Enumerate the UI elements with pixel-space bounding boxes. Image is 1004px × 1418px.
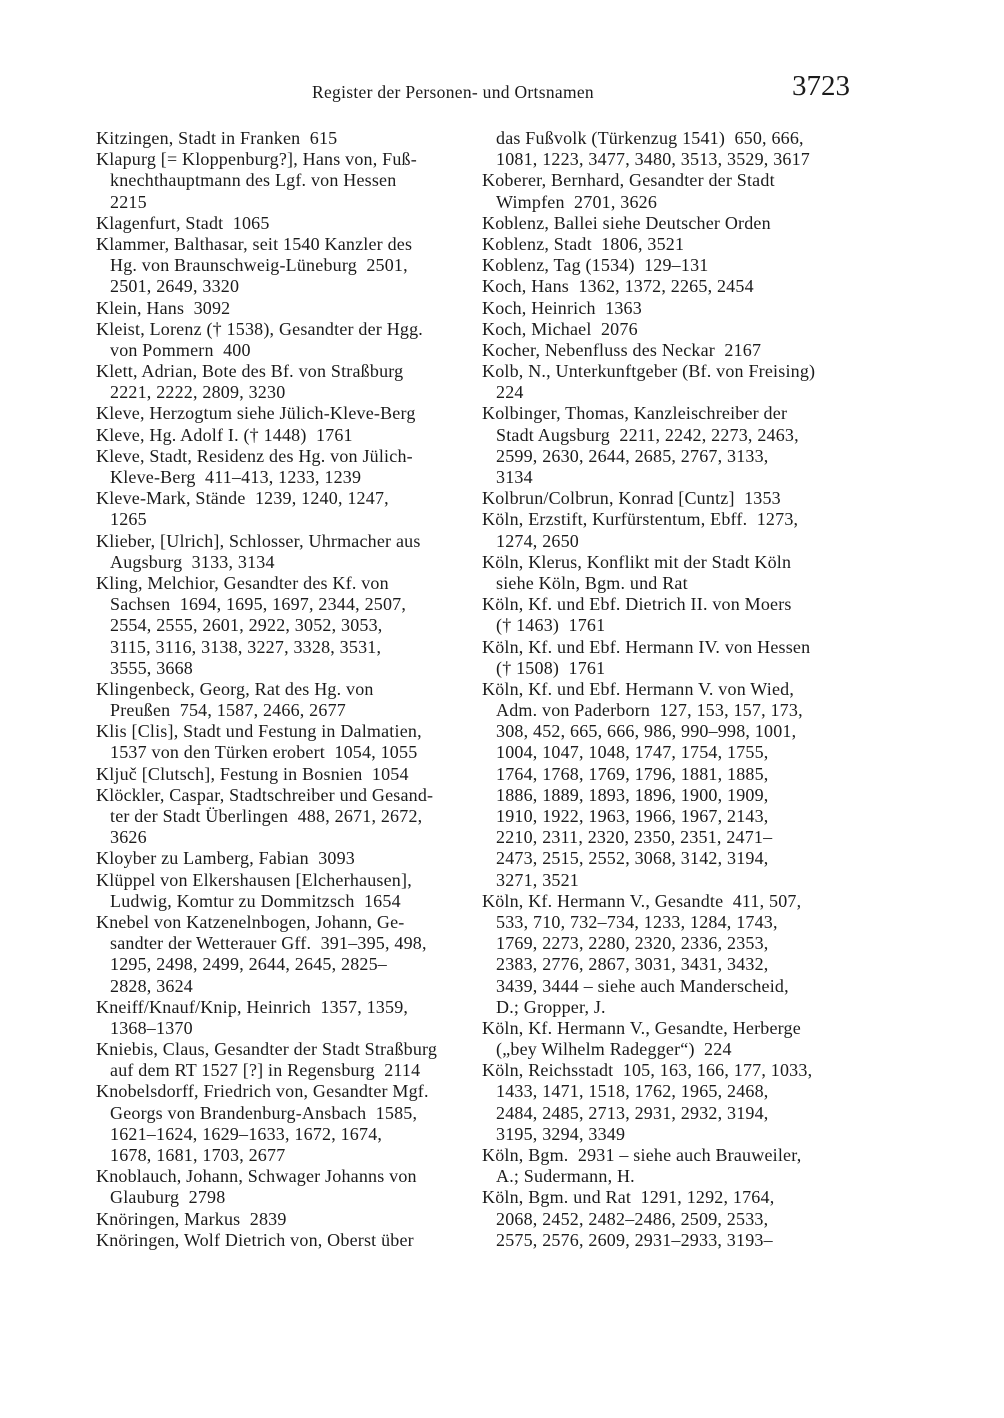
index-entry-line: Kleist, Lorenz († 1538), Gesandter der Hgg.	[96, 318, 424, 339]
index-entry-line: Köln, Klerus, Konflikt mit der Stadt Köln	[482, 551, 792, 572]
index-column-left	[96, 128, 474, 1251]
index-entry-line: Ključ [Clutsch], Festung in Bosnien 1054	[96, 763, 409, 784]
index-entry-line: Klieber, [Ulrich], Schlosser, Uhrmacher aus	[96, 530, 421, 551]
index-line-continuation: 308, 452, 665, 666, 986, 990–998, 1001,	[496, 721, 797, 742]
index-line-continuation: Kleve-Berg 411–413, 1233, 1239	[110, 467, 362, 487]
index-line-continuation: Preußen 754, 1587, 2466, 2677	[110, 700, 346, 721]
index-entry-line: Klett, Adrian, Bote des Bf. von Straßburg	[96, 361, 404, 382]
index-line-continuation: 2068, 2452, 2482–2486, 2509, 2533,	[496, 1208, 769, 1229]
index-line-continuation: 2221, 2222, 2809, 3230	[110, 382, 286, 403]
page-number: 3723	[792, 70, 850, 102]
index-line-continuation: A.; Sudermann, H.	[496, 1166, 635, 1187]
index-entry-line: Kleve, Stadt, Residenz des Hg. von Jülich-	[96, 445, 413, 466]
index-line-continuation: das Fußvolk (Türkenzug 1541) 650, 666,	[496, 128, 804, 148]
index-line-continuation: 3271, 3521	[496, 869, 579, 890]
index-entry-line: Koch, Michael 2076	[482, 318, 638, 339]
index-line-continuation: 2484, 2485, 2713, 2931, 2932, 3194,	[496, 1102, 769, 1123]
index-entry-line: Kneiff/Knauf/Knip, Heinrich 1357, 1359,	[96, 996, 409, 1017]
index-line-continuation: Stadt Augsburg 2211, 2242, 2273, 2463,	[496, 424, 799, 445]
index-line-continuation: 1910, 1922, 1963, 1966, 1967, 2143,	[496, 806, 769, 826]
index-entry-line: Klingenbeck, Georg, Rat des Hg. von	[96, 678, 374, 699]
index-entry-line: Kleve-Mark, Stände 1239, 1240, 1247,	[96, 488, 389, 509]
index-line-continuation: 2210, 2311, 2320, 2350, 2351, 2471–	[496, 827, 773, 848]
index-line-continuation: 3134	[496, 467, 533, 487]
index-entry-line: Köln, Bgm. 2931 – siehe auch Brauweiler,	[482, 1145, 802, 1165]
index-line-continuation: 1274, 2650	[496, 530, 579, 551]
index-line-continuation: 3626	[110, 827, 147, 848]
index-line-continuation: 2215	[110, 191, 147, 212]
index-entry-line: Kolb, N., Unterkunftgeber (Bf. von Freising)	[482, 361, 816, 382]
index-line-continuation: Georgs von Brandenburg-Ansbach 1585,	[110, 1102, 418, 1123]
index-line-continuation: 2473, 2515, 2552, 3068, 3142, 3194,	[496, 848, 769, 869]
index-entry-line: Kleve, Herzogtum siehe Jülich-Kleve-Berg	[96, 403, 416, 424]
index-line-continuation: ter der Stadt Überlingen 488, 2671, 2672,	[110, 806, 423, 826]
index-entry-line: Köln, Kf. Hermann V., Gesandte 411, 507,	[482, 890, 802, 911]
index-entry-line: Knebel von Katzenelnbogen, Johann, Ge-	[96, 911, 405, 932]
index-entry-line: Knoblauch, Johann, Schwager Johanns von	[96, 1166, 417, 1187]
index-line-continuation: 1764, 1768, 1769, 1796, 1881, 1885,	[496, 763, 769, 784]
index-entry-line: Koblenz, Stadt 1806, 3521	[482, 233, 685, 254]
index-entry-line: Koblenz, Tag (1534) 129–131	[482, 255, 709, 276]
index-entry-line: Koch, Heinrich 1363	[482, 297, 642, 318]
index-line-continuation: Adm. von Paderborn 127, 153, 157, 173,	[496, 700, 803, 721]
index-entry-line: Köln, Erzstift, Kurfürstentum, Ebff. 1273,	[482, 509, 799, 530]
index-line-continuation: von Pommern 400	[110, 339, 251, 360]
index-line-continuation: († 1463) 1761	[496, 615, 606, 636]
index-entry-line: Kling, Melchior, Gesandter des Kf. von	[96, 572, 389, 593]
index-line-continuation: 1004, 1047, 1048, 1747, 1754, 1755,	[496, 742, 769, 763]
index-entry-line: Koch, Hans 1362, 1372, 2265, 2454	[482, 276, 754, 297]
index-line-continuation: Glauburg 2798	[110, 1187, 226, 1208]
index-entry-line: Köln, Reichsstadt 105, 163, 166, 177, 1033,	[482, 1060, 813, 1081]
index-line-continuation: Ludwig, Komtur zu Dommitzsch 1654	[110, 890, 401, 911]
index-line-continuation: 3195, 3294, 3349	[496, 1123, 626, 1144]
index-entry-line: Kniebis, Claus, Gesandter der Stadt Straßburg	[96, 1039, 438, 1060]
index-line-continuation: († 1508) 1761	[496, 657, 606, 678]
index-line-continuation: 533, 710, 732–734, 1233, 1284, 1743,	[496, 911, 778, 932]
index-entry-line: Kitzingen, Stadt in Franken 615	[96, 128, 338, 148]
index-entry-line: Köln, Bgm. und Rat 1291, 1292, 1764,	[482, 1187, 775, 1208]
index-line-continuation: 2575, 2576, 2609, 2931–2933, 3193–	[496, 1229, 773, 1250]
index-entry-line: Klammer, Balthasar, seit 1540 Kanzler des	[96, 233, 413, 254]
index-line-continuation: 2554, 2555, 2601, 2922, 3052, 3053,	[110, 615, 383, 636]
index-line-continuation: 1678, 1681, 1703, 2677	[110, 1145, 286, 1165]
index-line-continuation: siehe Köln, Bgm. und Rat	[496, 572, 688, 593]
running-head: Register der Personen- und Ortsnamen	[312, 82, 594, 102]
index-line-continuation: Wimpfen 2701, 3626	[496, 191, 658, 212]
index-entry-line: Kocher, Nebenfluss des Neckar 2167	[482, 339, 762, 360]
index-entry-line: Knöringen, Wolf Dietrich von, Oberst über	[96, 1229, 414, 1250]
index-entry-line: Kolbrun/Colbrun, Konrad [Cuntz] 1353	[482, 488, 781, 509]
index-entry-line: Klöckler, Caspar, Stadtschreiber und Gesand-	[96, 784, 434, 805]
index-line-continuation: 224	[496, 382, 524, 403]
index-line-continuation: 2383, 2776, 2867, 3031, 3431, 3432,	[496, 954, 769, 975]
index-line-continuation: 1886, 1889, 1893, 1896, 1900, 1909,	[496, 784, 769, 805]
index-column-right	[482, 128, 860, 1251]
index-entry-line: Koblenz, Ballei siehe Deutscher Orden	[482, 212, 771, 233]
index-line-continuation: Sachsen 1694, 1695, 1697, 2344, 2507,	[110, 594, 407, 615]
index-line-continuation: 1537 von den Türken erobert 1054, 1055	[110, 742, 418, 763]
index-line-continuation: 2501, 2649, 3320	[110, 276, 240, 297]
index-entry-line: Kleve, Hg. Adolf I. († 1448) 1761	[96, 424, 353, 445]
index-entry-line: Knöringen, Markus 2839	[96, 1208, 287, 1229]
index-entry-line: Köln, Kf. Hermann V., Gesandte, Herberge	[482, 1017, 801, 1038]
index-entry-line: Köln, Kf. und Ebf. Hermann V. von Wied,	[482, 678, 795, 699]
index-line-continuation: 1621–1624, 1629–1633, 1672, 1674,	[110, 1123, 383, 1144]
index-line-continuation: 1295, 2498, 2499, 2644, 2645, 2825–	[110, 954, 387, 975]
index-line-continuation: 3439, 3444 – siehe auch Manderscheid,	[496, 975, 789, 996]
index-line-continuation: 1368–1370	[110, 1017, 193, 1038]
index-entry-line: Klis [Clis], Stadt und Festung in Dalmatien,	[96, 721, 422, 742]
index-line-continuation: D.; Gropper, J.	[496, 996, 606, 1017]
index-line-continuation: 1433, 1471, 1518, 1762, 1965, 2468,	[496, 1081, 769, 1102]
index-entry-line: Klapurg [= Kloppenburg?], Hans von, Fuß-	[96, 149, 417, 170]
index-line-continuation: 1769, 2273, 2280, 2320, 2336, 2353,	[496, 933, 769, 954]
index-entry-line: Köln, Kf. und Ebf. Dietrich II. von Moers	[482, 594, 792, 615]
index-entry-line: Kloyber zu Lamberg, Fabian 3093	[96, 848, 356, 869]
index-entry-line: Klüppel von Elkershausen [Elcherhausen],	[96, 869, 412, 890]
index-line-continuation: 3555, 3668	[110, 657, 193, 678]
index-line-continuation: Augsburg 3133, 3134	[110, 551, 275, 572]
index-entry-line: Knobelsdorff, Friedrich von, Gesandter Mgf.	[96, 1081, 429, 1102]
index-entry-line: Koberer, Bernhard, Gesandter der Stadt	[482, 170, 775, 191]
index-line-continuation: („bey Wilhelm Radegger“) 224	[496, 1039, 732, 1060]
index-line-continuation: 1265	[110, 509, 147, 530]
index-entry-line: Köln, Kf. und Ebf. Hermann IV. von Hessen	[482, 636, 811, 657]
index-entry-line: Klagenfurt, Stadt 1065	[96, 212, 270, 233]
index-line-continuation: 2599, 2630, 2644, 2685, 2767, 3133,	[496, 445, 769, 466]
index-line-continuation: sandter der Wetterauer Gff. 391–395, 498,	[110, 933, 427, 954]
index-line-continuation: 2828, 3624	[110, 975, 193, 996]
index-line-continuation: 1081, 1223, 3477, 3480, 3513, 3529, 3617	[496, 149, 810, 170]
index-entry-line: Kolbinger, Thomas, Kanzleischreiber der	[482, 403, 788, 424]
index-line-continuation: Hg. von Braunschweig-Lüneburg 2501,	[110, 255, 408, 276]
index-line-continuation: 3115, 3116, 3138, 3227, 3328, 3531,	[110, 636, 382, 657]
index-line-continuation: knechthauptmann des Lgf. von Hessen	[110, 170, 397, 191]
index-line-continuation: auf dem RT 1527 [?] in Regensburg 2114	[110, 1060, 421, 1081]
index-entry-line: Klein, Hans 3092	[96, 297, 231, 318]
